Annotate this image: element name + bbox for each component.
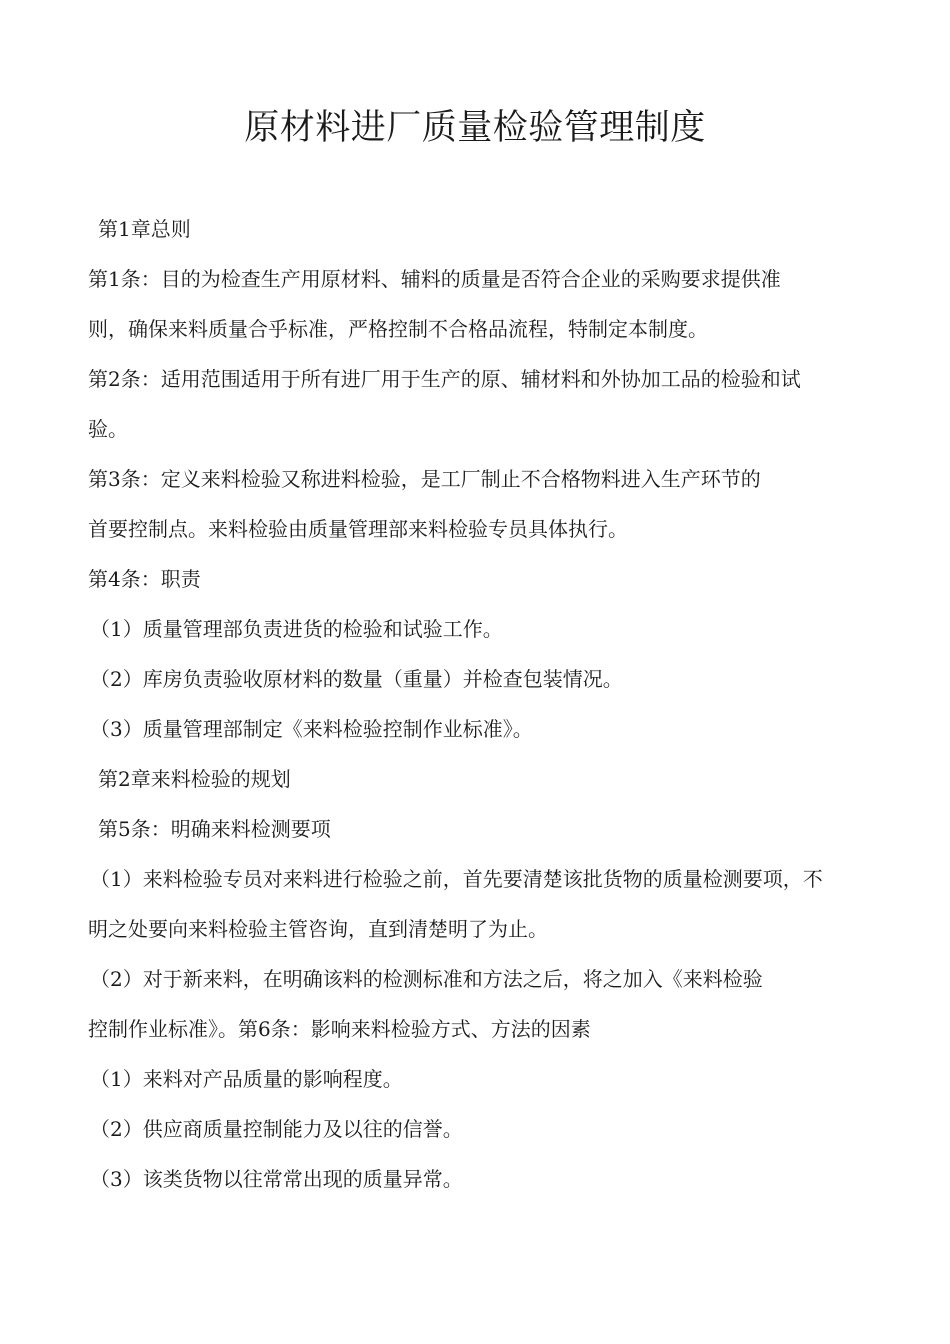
- article-3-line-1: 第3条：定义来料检验又称进料检验，是工厂制止不合格物料进入生产环节的: [88, 467, 761, 491]
- article-5-item-1-line-2: 明之处要向来料检验主管咨询，直到清楚明了为止。: [88, 917, 548, 941]
- article-1-line-1: 第1条：目的为检查生产用原材料、辅料的质量是否符合企业的采购要求提供准: [88, 267, 781, 291]
- article-5-item-2-line-1: （2）对于新来料，在明确该料的检测标准和方法之后，将之加入《来料检验: [90, 967, 763, 991]
- chapter-2-heading: 第2章来料检验的规划: [98, 767, 291, 791]
- document-title: 原材料进厂质量检验管理制度: [244, 108, 706, 148]
- article-1-line-2: 则，确保来料质量合乎标准，严格控制不合格品流程，特制定本制度。: [88, 317, 708, 341]
- article-3-line-2: 首要控制点。来料检验由质量管理部来料检验专员具体执行。: [88, 517, 628, 541]
- article-5-heading: 第5条：明确来料检测要项: [98, 817, 331, 841]
- article-2-line-2: 验。: [88, 417, 128, 441]
- article-5-item-1-line-1: （1）来料检验专员对来料进行检验之前，首先要清楚该批货物的质量检测要项，不: [90, 867, 823, 891]
- article-4-item-3: （3）质量管理部制定《来料检验控制作业标准》。: [90, 717, 533, 741]
- article-4-item-2: （2）库房负责验收原材料的数量（重量）并检查包装情况。: [90, 667, 623, 691]
- article-4-heading: 第4条：职责: [88, 567, 201, 591]
- article-5-item-2-line-2: 控制作业标准》。第6条：影响来料检验方式、方法的因素: [88, 1017, 591, 1041]
- chapter-1-heading: 第1章总则: [98, 217, 191, 241]
- article-6-item-1: （1）来料对产品质量的影响程度。: [90, 1067, 403, 1091]
- article-6-item-3: （3）该类货物以往常常出现的质量异常。: [90, 1167, 463, 1191]
- article-2-line-1: 第2条：适用范围适用于所有进厂用于生产的原、辅材料和外协加工品的检验和试: [88, 367, 801, 391]
- article-4-item-1: （1）质量管理部负责进货的检验和试验工作。: [90, 617, 503, 641]
- article-6-item-2: （2）供应商质量控制能力及以往的信誉。: [90, 1117, 463, 1141]
